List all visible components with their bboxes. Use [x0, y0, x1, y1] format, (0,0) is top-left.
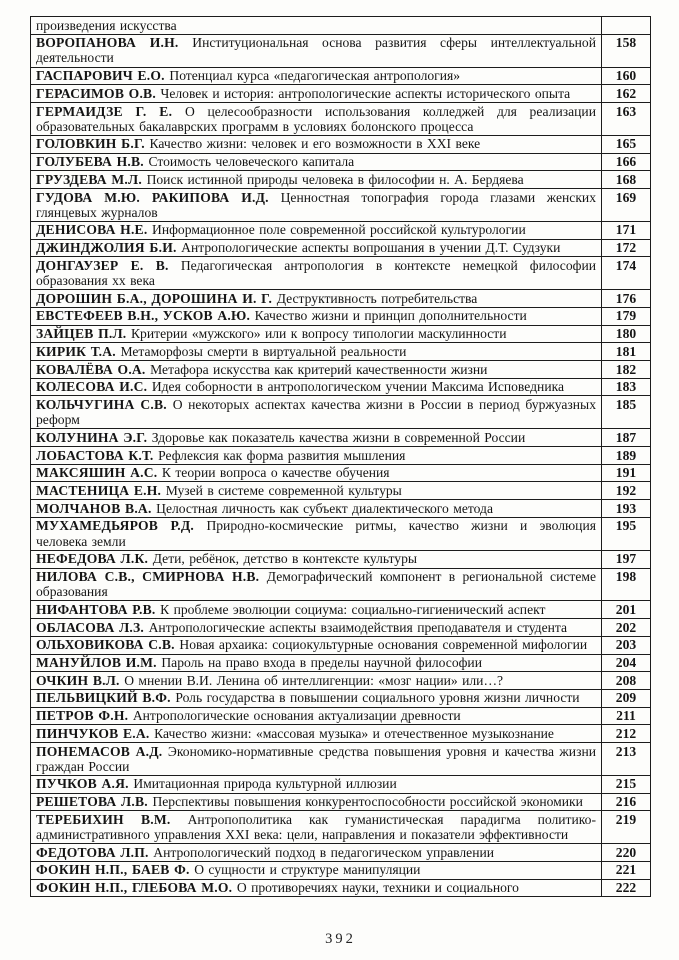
toc-row: [31, 325, 651, 343]
toc-row: [31, 189, 651, 222]
toc-row: [31, 396, 651, 429]
toc-row: [31, 811, 651, 844]
toc-entry: [31, 793, 602, 811]
toc-entry: [31, 464, 602, 482]
entry-title: О противоречиях науки, техники и социального: [236, 880, 519, 896]
entry-title: Перспективы повышения конкурентоспособности российской экономики: [152, 794, 583, 810]
toc-entry: [31, 290, 602, 308]
toc-row: [31, 482, 651, 500]
toc-entry: [31, 171, 602, 189]
entry-author: ПОНЕМАСОВ А.Д.: [36, 743, 168, 759]
entry-title: О целесообразности использования колледжей для реализации образовательных бакалаврских программ в условиях болонского процесса: [36, 103, 596, 134]
entry-author: ЕВСТЕФЕЕВ В.Н., УСКОВ А.Ю.: [36, 308, 255, 324]
entry-title: Рефлексия как форма развития мышления: [158, 447, 406, 463]
entry-title: Антропополитика как гуманистическая парадигма политико-административного управления XXI века: цели, направления и показатели эффективности: [36, 811, 596, 843]
entry-title: Экономико-нормативные средства повышения уровня и качества жизни граждан России: [36, 743, 596, 774]
toc-entry: [31, 189, 602, 222]
toc-row: [31, 67, 651, 85]
entry-author: МАНУЙЛОВ И.М.: [36, 655, 162, 671]
toc-entry: [31, 654, 602, 672]
entry-page-number: 201: [602, 601, 651, 619]
entry-page-number: 185: [602, 396, 651, 429]
toc-row: [31, 743, 651, 776]
toc-row: [31, 601, 651, 619]
toc-row: [31, 879, 651, 897]
entry-title: Качество жизни: «массовая музыка» и отечественное музыкознание: [154, 725, 554, 741]
entry-author: ДЖИНДЖОЛИЯ Б.И.: [36, 240, 182, 256]
entry-author: ФОКИН Н.П., ГЛЕБОВА М.О.: [36, 880, 237, 896]
entry-title: Природно-космические ритмы, качество жизни и эволюция человека земли: [36, 518, 596, 549]
entry-page-number: 219: [602, 811, 651, 844]
toc-entry: [31, 396, 602, 429]
entry-page-number: 158: [602, 34, 651, 67]
toc-entry: [31, 707, 602, 725]
entry-title: Здоровье как показатель качества жизни в современной России: [151, 429, 526, 445]
entry-author: ОБЛАСОВА Л.З.: [36, 619, 149, 635]
entry-page-number: 174: [602, 257, 651, 290]
entry-author: РЕШЕТОВА Л.В.: [36, 794, 153, 810]
toc-row: [31, 290, 651, 308]
toc-entry: [31, 221, 602, 239]
entry-page-number: 166: [602, 153, 651, 171]
entry-title: О сущности и структуре манипуляции: [194, 862, 421, 878]
entry-page-number: 182: [602, 361, 651, 379]
entry-page-number: 171: [602, 221, 651, 239]
entry-page-number: 209: [602, 689, 651, 707]
toc-entry: [31, 343, 602, 361]
entry-author: НИЛОВА С.В., СМИРНОВА Н.В.: [36, 569, 267, 584]
entry-author: КОЛЕСОВА И.С.: [36, 379, 152, 395]
entry-title: Качество жизни: человек и его возможности в XXI веке: [149, 136, 481, 152]
toc-row: [31, 517, 651, 550]
entry-author: КОЛУНИНА Э.Г.: [36, 429, 152, 445]
toc-row: [31, 861, 651, 879]
toc-row: [31, 568, 651, 601]
entry-title: Ценностная топография города глазами женских глянцевых журналов: [36, 189, 597, 220]
toc-entry: [31, 879, 602, 897]
entry-page-number: 215: [602, 775, 651, 793]
entry-page-number: 191: [602, 464, 651, 482]
toc-row: [31, 135, 651, 153]
entry-title: К проблеме эволюции социума: социально-гигиенический аспект: [160, 601, 546, 617]
toc-row: [31, 429, 651, 447]
entry-author: ВОРОПАНОВА И.Н.: [36, 35, 193, 51]
toc-entry: [31, 67, 602, 85]
toc-entry: [31, 844, 602, 862]
entry-title: Антропологические основания актуализации древности: [132, 708, 461, 724]
entry-page-number: 163: [602, 103, 651, 136]
entry-page-number: 165: [602, 135, 651, 153]
entry-author: НЕФЕДОВА Л.К.: [36, 551, 153, 567]
toc-entry: [31, 34, 602, 67]
toc-body: [31, 17, 651, 897]
toc-row: [31, 500, 651, 518]
entry-title: К теории вопроса о качестве обучения: [161, 465, 390, 481]
toc-entry: [31, 636, 602, 654]
entry-author: КИРИК Т.А.: [36, 343, 121, 359]
toc-entry: [31, 811, 602, 844]
toc-entry: [31, 135, 602, 153]
toc-row: [31, 636, 651, 654]
toc-row: [31, 171, 651, 189]
entry-title: Информационное поле современной российской культурологии: [152, 222, 526, 238]
entry-author: ОЛЬХОВИКОВА С.В.: [36, 637, 180, 653]
entry-title: Метаморфозы смерти в виртуальной реальности: [120, 343, 407, 359]
toc-row: [31, 464, 651, 482]
toc-row: [31, 221, 651, 239]
entry-title: Поиск истинной природы человека в философии н. А. Бердяева: [146, 171, 524, 187]
entry-title: Новая архаика: социокультурные основания современной мифологии: [179, 637, 588, 653]
entry-page-number: 197: [602, 550, 651, 568]
toc-row: [31, 153, 651, 171]
entry-author: ГУДОВА М.Ю. РАКИПОВА И.Д.: [36, 189, 281, 205]
entry-author: МУХАМЕДЬЯРОВ Р.Д.: [36, 518, 207, 534]
entry-author: МАСТЕНИЦА Е.Н.: [36, 482, 166, 498]
toc-row: [31, 619, 651, 637]
toc-entry: [31, 17, 602, 35]
entry-title: Антропологические аспекты вопрошания в учении Д.Т. Судзуки: [181, 240, 561, 256]
entry-author: ГОЛОВКИН Б.Г.: [36, 136, 150, 152]
toc-row: [31, 361, 651, 379]
entry-title: Пароль на право входа в пределы научной философии: [161, 655, 482, 671]
entry-author: КОВАЛЁВА О.А.: [36, 361, 151, 377]
toc-entry: [31, 153, 602, 171]
entry-page-number: 220: [602, 844, 651, 862]
toc-row: [31, 707, 651, 725]
entry-page-number: 222: [602, 879, 651, 897]
entry-title: Антропологические аспекты взаимодействия преподавателя и студента: [148, 619, 568, 635]
entry-page-number: 179: [602, 307, 651, 325]
entry-page-number: 169: [602, 189, 651, 222]
toc-entry: [31, 85, 602, 103]
toc-row: [31, 34, 651, 67]
entry-author: ПЕЛЬВИЦКИЙ В.Ф.: [36, 690, 176, 706]
entry-title: Педагогическая антропология в контексте немецкой философии образования xx века: [36, 257, 596, 289]
entry-title: Критерии «мужского» или к вопросу типологии маскулинности: [130, 326, 507, 342]
page-number-footer: 392: [325, 931, 356, 947]
entry-title: Антропологический подход в педагогическом управлении: [153, 844, 495, 860]
toc-entry: [31, 429, 602, 447]
entry-title: Имитационная природа культурной иллюзии: [133, 776, 397, 792]
entry-author: ДОНГАУЗЕР Е. В.: [36, 257, 181, 273]
entry-title: Качество жизни и принцип дополнительности: [254, 308, 527, 324]
toc-row: [31, 257, 651, 290]
entry-page-number: 162: [602, 85, 651, 103]
entry-page-number: 181: [602, 343, 651, 361]
entry-page-number: 195: [602, 517, 651, 550]
toc-entry: [31, 500, 602, 518]
toc-entry: [31, 239, 602, 257]
entry-page-number: 211: [602, 707, 651, 725]
toc-entry: [31, 568, 602, 601]
entry-page-number: 202: [602, 619, 651, 637]
toc-row: [31, 725, 651, 743]
toc-entry: [31, 601, 602, 619]
toc-entry: [31, 619, 602, 637]
toc-row: [31, 689, 651, 707]
toc-row: [31, 307, 651, 325]
entry-author: ЗАЙЦЕВ П.Л.: [36, 326, 131, 342]
entry-title: Стоимость человеческого капитала: [148, 154, 355, 170]
toc-entry: [31, 378, 602, 396]
entry-title: Дети, ребёнок, детство в контексте культуры: [152, 551, 418, 567]
toc-entry: [31, 482, 602, 500]
toc-entry: [31, 325, 602, 343]
entry-author: ПУЧКОВ А.Я.: [36, 776, 134, 792]
entry-title: О некоторых аспектах качества жизни в России в период буржуазных реформ: [36, 396, 596, 428]
toc-entry: [31, 743, 602, 776]
entry-page-number: 172: [602, 239, 651, 257]
toc-entry: [31, 672, 602, 690]
toc-row: [31, 17, 651, 35]
entry-page-number: [602, 17, 651, 35]
entry-title: Метафора искусства как критерий качественности жизни: [150, 361, 488, 377]
toc-entry: [31, 103, 602, 136]
entry-page-number: 193: [602, 500, 651, 518]
entry-author: ЛОБАСТОВА К.Т.: [36, 447, 159, 463]
toc-row: [31, 378, 651, 396]
entry-page-number: 212: [602, 725, 651, 743]
entry-page-number: 192: [602, 482, 651, 500]
entry-author: МАКСЯШИН А.С.: [36, 465, 162, 481]
toc-row: [31, 654, 651, 672]
toc-row: [31, 672, 651, 690]
entry-author: ГОЛУБЕВА Н.В.: [36, 154, 149, 170]
entry-title: Институциональная основа развития сферы интеллектуальной деятельности: [36, 35, 596, 66]
toc-entry: [31, 257, 602, 290]
entry-page-number: 183: [602, 378, 651, 396]
entry-author: КОЛЬЧУГИНА С.В.: [36, 396, 173, 412]
entry-title: Деструктивность потребительства: [276, 290, 478, 306]
toc-entry: [31, 517, 602, 550]
entry-author: ГЕРМАИДЗЕ Г. Е.: [36, 103, 185, 119]
entry-title: произведения искусства: [36, 17, 177, 33]
entry-title: Человек и история: антропологические аспекты исторического опыта: [160, 85, 571, 101]
toc-row: [31, 793, 651, 811]
entry-page-number: 221: [602, 861, 651, 879]
entry-author: ОЧКИН В.Л.: [36, 672, 125, 688]
entry-author: ДЕНИСОВА Н.Е.: [36, 222, 153, 238]
toc-entry: [31, 775, 602, 793]
toc-row: [31, 85, 651, 103]
entry-page-number: 189: [602, 447, 651, 465]
toc-entry: [31, 307, 602, 325]
entry-page-number: 204: [602, 654, 651, 672]
entry-author: ГАСПАРОВИЧ Е.О.: [36, 68, 170, 84]
entry-author: НИФАНТОВА Р.В.: [36, 601, 161, 617]
toc-table: [30, 16, 651, 897]
toc-entry: [31, 550, 602, 568]
toc-entry: [31, 447, 602, 465]
entry-page-number: 213: [602, 743, 651, 776]
toc-row: [31, 775, 651, 793]
entry-page-number: 160: [602, 67, 651, 85]
entry-page-number: 176: [602, 290, 651, 308]
entry-page-number: 208: [602, 672, 651, 690]
toc-row: [31, 239, 651, 257]
entry-author: ДОРОШИН Б.А., ДОРОШИНА И. Г.: [36, 290, 277, 306]
entry-author: ГЕРАСИМОВ О.В.: [36, 85, 161, 101]
entry-author: ПИНЧУКОВ Е.А.: [36, 725, 155, 741]
toc-row: [31, 447, 651, 465]
entry-page-number: 198: [602, 568, 651, 601]
toc-row: [31, 103, 651, 136]
entry-page-number: 187: [602, 429, 651, 447]
entry-author: ПЕТРОВ Ф.Н.: [36, 708, 133, 724]
entry-author: ТЕРЕБИХИН В.М.: [36, 811, 188, 827]
entry-title: Роль государства в повышении социального уровня жизни личности: [175, 690, 580, 706]
toc-entry: [31, 725, 602, 743]
toc-entry: [31, 361, 602, 379]
entry-title: О мнении В.И. Ленина об интеллигенции: «мозг нации» или…?: [124, 672, 504, 688]
toc-entry: [31, 689, 602, 707]
entry-title: Потенциал курса «педагогическая антропология»: [169, 68, 461, 84]
entry-page-number: 180: [602, 325, 651, 343]
entry-author: ГРУЗДЕВА М.Л.: [36, 171, 147, 187]
toc-row: [31, 550, 651, 568]
entry-author: ФОКИН Н.П., БАЕВ Ф.: [36, 862, 195, 878]
entry-title: Музей в системе современной культуры: [165, 482, 402, 498]
entry-author: МОЛЧАНОВ В.А.: [36, 500, 157, 516]
entry-page-number: 168: [602, 171, 651, 189]
toc-entry: [31, 861, 602, 879]
entry-author: ФЕДОТОВА Л.П.: [36, 844, 154, 860]
entry-title: Демографический компонент в региональной системе образования: [36, 569, 597, 600]
entry-page-number: 203: [602, 636, 651, 654]
entry-page-number: 216: [602, 793, 651, 811]
toc-row: [31, 844, 651, 862]
entry-title: Целостная личность как субъект диалектического метода: [156, 500, 493, 516]
toc-row: [31, 343, 651, 361]
entry-title: Идея соборности в антропологическом учении Максима Исповедника: [151, 379, 565, 395]
